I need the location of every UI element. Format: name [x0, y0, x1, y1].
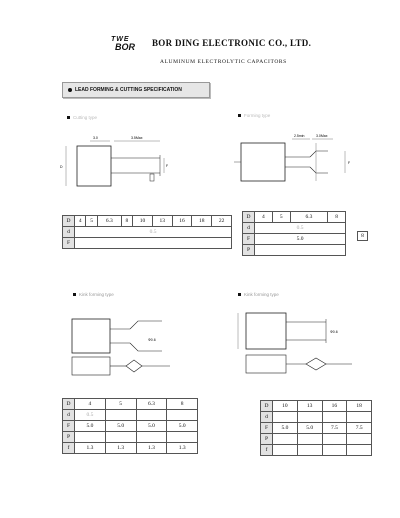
caption-forming-type: Forming type [238, 113, 270, 118]
table-cell [105, 432, 136, 443]
table-cell [136, 410, 167, 421]
table-row [261, 412, 372, 423]
table-cell: D [63, 216, 75, 227]
table-cell [347, 445, 372, 456]
table-cell: d [261, 412, 273, 423]
bullet-icon [68, 88, 72, 92]
table-cell: 4 [75, 216, 86, 227]
table-cell: P [243, 245, 255, 256]
table-cell [297, 412, 322, 423]
dim-d-phi: Φ0.6 [330, 330, 338, 334]
table-cell [347, 412, 372, 423]
table-cell: d [63, 410, 75, 421]
table-cell: 8 [167, 399, 198, 410]
table-cell: 5.0 [75, 421, 106, 432]
logo-bottom-text: BOR [115, 42, 135, 52]
table-cell: 1.3 [136, 443, 167, 454]
dim-b-top2: 3.0Max [316, 134, 328, 138]
table-cell: 5.0 [105, 421, 136, 432]
table-cell: d [63, 227, 75, 238]
table-row [261, 445, 372, 456]
table-cell: 16 [322, 401, 347, 412]
table-cell: F [261, 423, 273, 434]
table-cell [105, 410, 136, 421]
table-cell: F [63, 421, 75, 432]
table-header-row [261, 401, 372, 412]
table-row [243, 245, 346, 256]
table-cell [167, 410, 198, 421]
table-cell: 7.5 [322, 423, 347, 434]
table-cell: f [261, 445, 273, 456]
dim-b-side: F [348, 161, 351, 165]
caption-kink-forming-type-left: Kink forming type [73, 292, 114, 297]
logo-top-text: TWE [111, 36, 130, 43]
table-header-row [63, 216, 232, 227]
table-cell: f [63, 443, 75, 454]
table-cell: 5.0 [136, 421, 167, 432]
table-header-row [63, 399, 198, 410]
table-cell [273, 412, 298, 423]
table-cell: 0.5 [75, 227, 232, 238]
table-cell [297, 434, 322, 445]
dim-a-side: F [166, 164, 169, 168]
dim-a-right: 3.5Max [131, 136, 143, 140]
table-row [63, 443, 198, 454]
table-row [63, 227, 232, 238]
table-cell: 7.5 [347, 423, 372, 434]
table-cell [273, 434, 298, 445]
table-cell: P [63, 432, 75, 443]
table-row [243, 234, 346, 245]
table-cell: d [243, 223, 255, 234]
table-cell: 13 [297, 401, 322, 412]
drawing-kink-forming-left [66, 313, 184, 385]
table-forming-type [242, 211, 346, 256]
table-cell: D [261, 401, 273, 412]
bullet-icon [67, 116, 70, 119]
table-cell [322, 434, 347, 445]
section-title [68, 87, 182, 93]
drawing-kink-forming-right [226, 309, 356, 385]
table-row [63, 410, 198, 421]
table-cell: 4 [255, 212, 273, 223]
table-cell: F [63, 238, 75, 249]
table-cell: P [261, 434, 273, 445]
table-cell: 1.3 [167, 443, 198, 454]
table-cell: 6.3 [136, 399, 167, 410]
table-cell: 5 [86, 216, 97, 227]
table-cell: 5 [105, 399, 136, 410]
table-cell: 13 [152, 216, 172, 227]
caption-cutting-type: Cutting type [67, 115, 97, 120]
table-cell: 10 [273, 401, 298, 412]
dim-c-phi: Φ0.6 [148, 338, 156, 342]
table-cell [136, 432, 167, 443]
caption-kink-forming-type-right: Kink forming type [238, 292, 279, 297]
bullet-icon [238, 293, 241, 296]
table-cell: 1.3 [75, 443, 106, 454]
table-cell [297, 445, 322, 456]
table-row [243, 223, 346, 234]
table-cell: 8 [328, 212, 346, 223]
table-cell: D [63, 399, 75, 410]
table-cell: 5.0 [297, 423, 322, 434]
table-cutting-type [62, 215, 232, 249]
company-name: BOR DING ELECTRONIC CO., LTD. [152, 38, 312, 48]
drawing-cutting-type [60, 134, 185, 194]
table-cell: 18 [192, 216, 212, 227]
table-cell [75, 238, 232, 249]
table-cell [322, 412, 347, 423]
table-cell [167, 432, 198, 443]
dim-b-top1: 2.5min [294, 134, 305, 138]
table-cell: 1.3 [105, 443, 136, 454]
table-cell: 6.3 [290, 212, 327, 223]
table-cell: D [243, 212, 255, 223]
table2-side-note: 8 [357, 231, 368, 241]
table-header-row [243, 212, 346, 223]
table-row [63, 238, 232, 249]
section-title-text: LEAD FORMING & CUTTING SPECIFICATION [75, 87, 182, 93]
table-cell: 0.5 [255, 223, 346, 234]
bullet-icon [238, 114, 241, 117]
table-row [261, 423, 372, 434]
table-cell: 10 [133, 216, 153, 227]
table-kink-forming-left [62, 398, 198, 454]
table-cell: 5.0 [273, 423, 298, 434]
table-cell: 0.5 [75, 410, 106, 421]
table-row [261, 434, 372, 445]
bullet-icon [73, 293, 76, 296]
table-cell: 18 [347, 401, 372, 412]
table-cell [347, 434, 372, 445]
table-cell: 8 [121, 216, 132, 227]
table-cell [322, 445, 347, 456]
table-cell: 5.0 [167, 421, 198, 432]
table-row [63, 432, 198, 443]
table-kink-forming-right [260, 400, 372, 456]
table-row [63, 421, 198, 432]
table-cell: 5.0 [255, 234, 346, 245]
table-cell [273, 445, 298, 456]
company-logo [111, 36, 145, 52]
table-cell: 4 [75, 399, 106, 410]
dim-a-diameter: D [60, 165, 63, 169]
dim-a-top: 3.0 [93, 136, 98, 140]
table-cell [255, 245, 346, 256]
drawing-forming-type [232, 133, 362, 195]
table-cell: 22 [212, 216, 232, 227]
document-subtitle: ALUMINUM ELECTROLYTIC CAPACITORS [160, 59, 287, 65]
table-cell: 5 [272, 212, 290, 223]
table-cell [75, 432, 106, 443]
table-cell: 16 [172, 216, 192, 227]
table-cell: 6.3 [97, 216, 121, 227]
table-cell: F [243, 234, 255, 245]
